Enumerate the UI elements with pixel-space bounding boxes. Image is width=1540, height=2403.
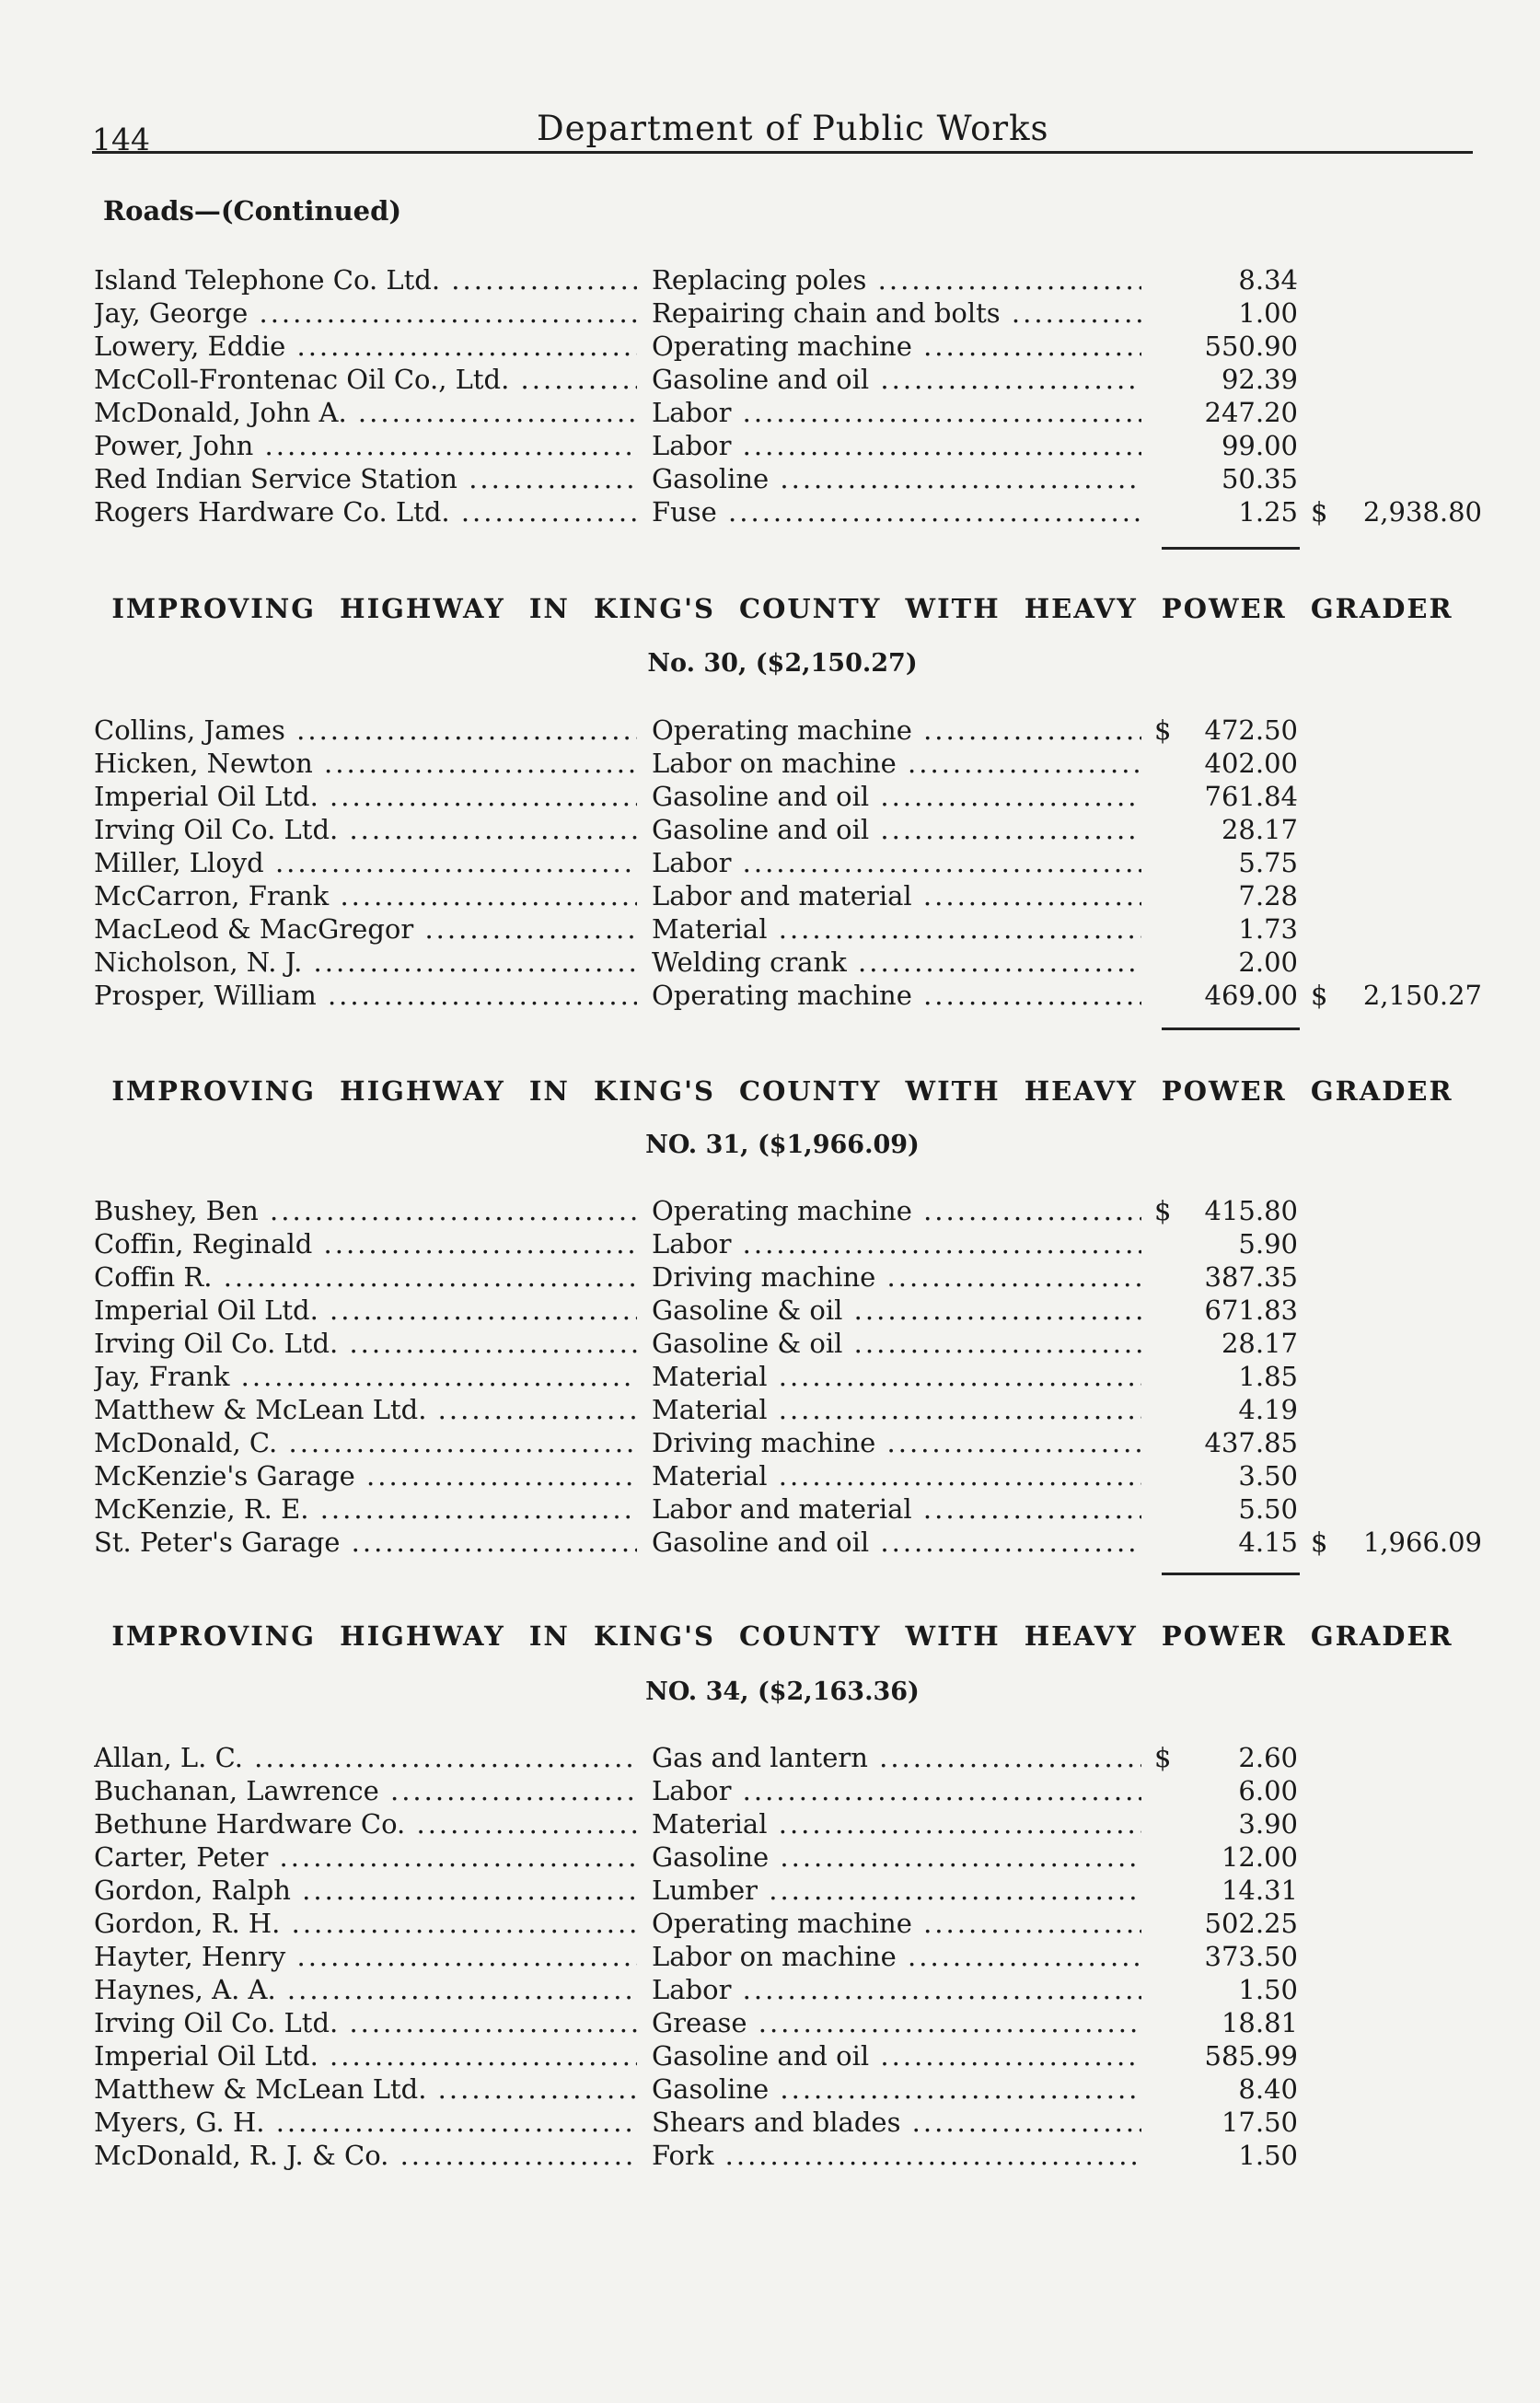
payee-name: Irving Oil Co. Ltd. ..... [94,813,637,846]
amount: 671.83 [1204,1294,1298,1326]
payee-name: MacLeod & MacGregor ..... [94,912,637,946]
payee-name: Bushey, Ben ..... [94,1194,637,1227]
grader-31-sum-rule [1162,1573,1300,1575]
amount: 99.00 [1221,430,1298,461]
item-description: Labor ..... [652,1227,1141,1260]
payee-name: Coffin R. ..... [94,1260,637,1294]
ledger-row [0,780,1540,813]
ledger-row [0,2039,1540,2072]
amount: 437.85 [1204,1427,1298,1458]
amount: 1.25 [1238,496,1298,528]
ledger-row [0,429,1540,462]
item-description: Gas and lantern ..... [652,1741,1141,1774]
section-heading: Roads—(Continued) [103,195,402,226]
payee-name: McDonald, C. ..... [94,1426,637,1459]
payee-name: St. Peter's Garage ..... [94,1526,637,1559]
dollar-sign: $ [1154,714,1172,746]
item-description: Material ..... [652,1360,1141,1393]
ledger-row [0,2006,1540,2039]
ledger-row [0,1459,1540,1492]
payee-name: Lowery, Eddie ..... [94,330,637,363]
amount: 5.50 [1238,1493,1298,1525]
ledger-row [0,1426,1540,1459]
amount: 4.15 [1238,1527,1298,1558]
item-description: Driving machine ..... [652,1426,1141,1459]
payee-name: Jay, Frank ..... [94,1360,637,1393]
ledger-row [0,879,1540,912]
amount: 1.50 [1238,1974,1298,2005]
amount: 4.19 [1238,1394,1298,1425]
roads-entries [0,263,1540,528]
page-number: 144 [92,122,150,157]
ledger-row [0,714,1540,747]
amount: 247.20 [1204,397,1298,428]
amount: 415.80 [1204,1195,1298,1226]
payee-name: McDonald, R. J. & Co. ..... [94,2139,637,2172]
item-description: Operating machine ..... [652,714,1141,747]
payee-name: Carter, Peter ..... [94,1840,637,1874]
item-description: Labor ..... [652,396,1141,429]
amount: 28.17 [1221,814,1298,845]
payee-name: Gordon, R. H. ..... [94,1907,637,1940]
ledger-row [0,1194,1540,1227]
payee-name: Red Indian Service Station ..... [94,462,637,495]
payee-name: Irving Oil Co. Ltd. ..... [94,2006,637,2039]
ledger-row [0,1741,1540,1774]
grader-30-subtitle: No. 30, ($2,150.27) [647,649,918,678]
amount: 1.73 [1238,913,1298,945]
ledger-row [0,1774,1540,1807]
section-total: 2,150.27 [1362,980,1482,1011]
ledger-row [0,946,1540,979]
ledger-row [0,1807,1540,1840]
item-description: Gasoline ..... [652,1840,1141,1874]
payee-name: Myers, G. H. ..... [94,2106,637,2139]
amount: 5.90 [1238,1228,1298,1260]
payee-name: Hicken, Newton ..... [94,747,637,780]
ledger-row [0,1492,1540,1526]
grader-30-entries [0,714,1540,1012]
amount: 3.90 [1238,1808,1298,1840]
amount: 387.35 [1204,1261,1298,1293]
item-description: Material ..... [652,1807,1141,1840]
item-description: Material ..... [652,1393,1141,1426]
ledger-row [0,1260,1540,1294]
ledger-row [0,846,1540,879]
item-description: Gasoline and oil ..... [652,780,1141,813]
amount: 402.00 [1204,748,1298,779]
grader-30-sum-rule [1162,1027,1300,1030]
amount: 8.34 [1238,264,1298,296]
grader-31-subtitle: NO. 31, ($1,966.09) [645,1131,920,1159]
amount: 7.28 [1238,880,1298,911]
item-description: Gasoline ..... [652,2072,1141,2106]
item-description: Labor ..... [652,846,1141,879]
ledger-row [0,396,1540,429]
amount: 8.40 [1238,2073,1298,2105]
dollar-sign: $ [1154,1742,1172,1773]
item-description: Lumber ..... [652,1874,1141,1907]
amount: 5.75 [1238,847,1298,878]
item-description: Grease ..... [652,2006,1141,2039]
item-description: Gasoline & oil ..... [652,1294,1141,1327]
total-dollar-sign: $ [1311,980,1328,1011]
amount: 373.50 [1204,1941,1298,1972]
item-description: Labor ..... [652,1774,1141,1807]
item-description: Gasoline and oil ..... [652,2039,1141,2072]
running-head [92,103,1473,158]
ledger-row [0,263,1540,296]
payee-name: Matthew & McLean Ltd. ..... [94,2072,637,2106]
ledger-row [0,747,1540,780]
item-description: Replacing poles ..... [652,263,1141,296]
payee-name: Haynes, A. A. ..... [94,1973,637,2006]
ledger-row [0,1327,1540,1360]
amount: 1.00 [1238,297,1298,329]
grader-34-subtitle: NO. 34, ($2,163.36) [645,1677,920,1706]
item-description: Labor ..... [652,429,1141,462]
payee-name: Allan, L. C. ..... [94,1741,637,1774]
ledger-row [0,1360,1540,1393]
amount: 469.00 [1204,980,1298,1011]
payee-name: McKenzie's Garage ..... [94,1459,637,1492]
amount: 28.17 [1221,1328,1298,1359]
ledger-row [0,1294,1540,1327]
amount: 12.00 [1221,1841,1298,1873]
ledger-row [0,1840,1540,1874]
payee-name: Collins, James ..... [94,714,637,747]
amount: 18.81 [1221,2007,1298,2038]
payee-name: Jay, George ..... [94,296,637,330]
item-description: Labor and material ..... [652,879,1141,912]
grader-30-title: IMPROVING HIGHWAY IN KING'S COUNTY WITH HEAVY POWER GRADER [111,593,1453,624]
section-total: 1,966.09 [1362,1527,1482,1558]
amount: 14.31 [1221,1875,1298,1906]
grader-34-title: IMPROVING HIGHWAY IN KING'S COUNTY WITH HEAVY POWER GRADER [111,1620,1453,1652]
item-description: Labor on machine ..... [652,1940,1141,1973]
payee-name: McKenzie, R. E. ..... [94,1492,637,1526]
item-description: Labor on machine ..... [652,747,1141,780]
amount: 761.84 [1204,781,1298,812]
payee-name: Nicholson, N. J. ..... [94,946,637,979]
payee-name: Hayter, Henry ..... [94,1940,637,1973]
payee-name: Island Telephone Co. Ltd. ..... [94,263,637,296]
ledger-row [0,296,1540,330]
item-description: Gasoline and oil ..... [652,813,1141,846]
amount: 92.39 [1221,364,1298,395]
grader-31-entries [0,1194,1540,1559]
item-description: Driving machine ..... [652,1260,1141,1294]
item-description: Gasoline & oil ..... [652,1327,1141,1360]
payee-name: Coffin, Reginald ..... [94,1227,637,1260]
amount: 1.50 [1238,2140,1298,2171]
payee-name: McCarron, Frank ..... [94,879,637,912]
item-description: Fuse ..... [652,495,1141,528]
item-description: Gasoline ..... [652,462,1141,495]
ledger-row [0,1973,1540,2006]
ledger-row [0,979,1540,1012]
amount: 472.50 [1204,714,1298,746]
payee-name: McDonald, John A. ..... [94,396,637,429]
total-dollar-sign: $ [1311,496,1328,528]
payee-name: Buchanan, Lawrence ..... [94,1774,637,1807]
ledger-row [0,1907,1540,1940]
ledger-row [0,363,1540,396]
amount: 2.60 [1238,1742,1298,1773]
amount: 2.00 [1238,946,1298,978]
ledger-row [0,330,1540,363]
header-rule [92,151,1473,154]
amount: 585.99 [1204,2040,1298,2072]
amount: 550.90 [1204,331,1298,362]
ledger-row [0,2072,1540,2106]
item-description: Gasoline and oil ..... [652,1526,1141,1559]
ledger-row [0,1874,1540,1907]
item-description: Operating machine ..... [652,330,1141,363]
payee-name: Matthew & McLean Ltd. ..... [94,1393,637,1426]
item-description: Repairing chain and bolts ..... [652,296,1141,330]
item-description: Shears and blades ..... [652,2106,1141,2139]
payee-name: Miller, Lloyd ..... [94,846,637,879]
payee-name: Gordon, Ralph ..... [94,1874,637,1907]
page-title: Department of Public Works [537,109,1049,148]
payee-name: Prosper, William ..... [94,979,637,1012]
ledger-row [0,2139,1540,2172]
roads-sum-rule [1162,547,1300,550]
ledger-row [0,495,1540,528]
ledger-row [0,912,1540,946]
dollar-sign: $ [1154,1195,1172,1226]
ledger-row [0,2106,1540,2139]
item-description: Operating machine ..... [652,979,1141,1012]
item-description: Gasoline and oil ..... [652,363,1141,396]
amount: 3.50 [1238,1460,1298,1492]
payee-name: Power, John ..... [94,429,637,462]
item-description: Labor and material ..... [652,1492,1141,1526]
ledger-row [0,813,1540,846]
grader-31-title: IMPROVING HIGHWAY IN KING'S COUNTY WITH HEAVY POWER GRADER [111,1075,1453,1107]
payee-name: Imperial Oil Ltd. ..... [94,2039,637,2072]
payee-name: Rogers Hardware Co. Ltd. ..... [94,495,637,528]
item-description: Material ..... [652,1459,1141,1492]
ledger-row [0,462,1540,495]
total-dollar-sign: $ [1311,1527,1328,1558]
amount: 17.50 [1221,2107,1298,2138]
item-description: Material ..... [652,912,1141,946]
payee-name: Imperial Oil Ltd. ..... [94,780,637,813]
ledger-row [0,1940,1540,1973]
item-description: Fork ..... [652,2139,1141,2172]
payee-name: Irving Oil Co. Ltd. ..... [94,1327,637,1360]
item-description: Welding crank ..... [652,946,1141,979]
amount: 502.25 [1204,1908,1298,1939]
item-description: Operating machine ..... [652,1907,1141,1940]
item-description: Operating machine ..... [652,1194,1141,1227]
section-total: 2,938.80 [1362,496,1482,528]
amount: 1.85 [1238,1361,1298,1392]
payee-name: Imperial Oil Ltd. ..... [94,1294,637,1327]
payee-name: Bethune Hardware Co. ..... [94,1807,637,1840]
ledger-row [0,1227,1540,1260]
amount: 50.35 [1221,463,1298,494]
grader-34-entries [0,1741,1540,2172]
amount: 6.00 [1238,1775,1298,1806]
ledger-row [0,1393,1540,1426]
payee-name: McColl-Frontenac Oil Co., Ltd. ..... [94,363,637,396]
ledger-row [0,1526,1540,1559]
item-description: Labor ..... [652,1973,1141,2006]
